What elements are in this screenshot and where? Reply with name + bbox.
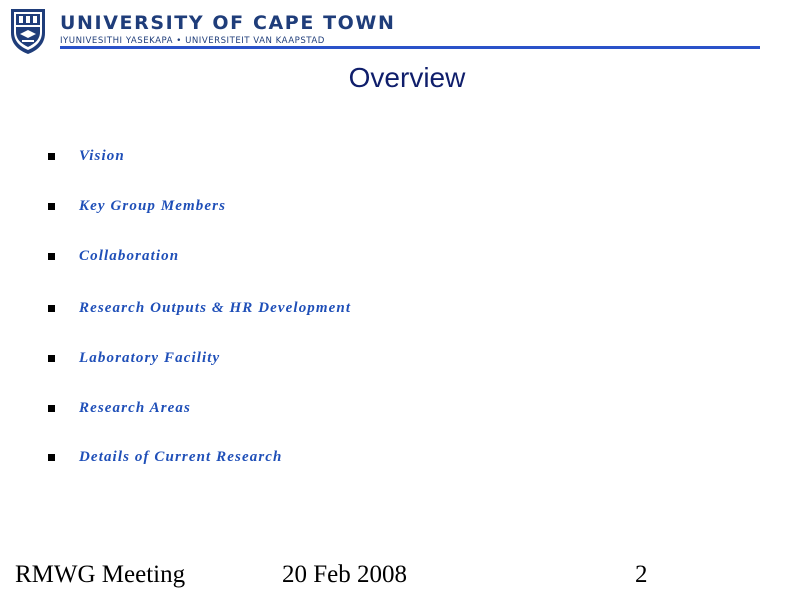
list-item [48, 246, 179, 266]
slide-title: Overview [348, 62, 466, 93]
footer-meeting: RMWG Meeting [15, 561, 186, 588]
bullet-square-icon [48, 355, 55, 362]
bullet-square-icon [48, 305, 55, 312]
list-item [48, 348, 220, 368]
list-item [48, 196, 226, 216]
bullet-text: Vision [79, 147, 125, 164]
bullet-square-icon [48, 405, 55, 412]
bullet-square-icon [48, 153, 55, 160]
list-item [48, 447, 282, 467]
university-subtitle: IYUNIVESITHI YASEKAPA • UNIVERSITEIT VAN KAAPSTAD [60, 36, 325, 46]
bullet-text: Research Outputs & HR Development [79, 299, 352, 316]
bullet-square-icon [48, 203, 55, 210]
footer-date: 20 Feb 2008 [282, 561, 407, 588]
bullet-square-icon [48, 454, 55, 461]
university-name: UNIVERSITY OF CAPE TOWN [60, 12, 396, 34]
bullet-square-icon [48, 253, 55, 260]
list-item [48, 298, 351, 318]
bullet-text: Collaboration [79, 247, 180, 264]
list-item [48, 398, 191, 418]
bullet-text: Key Group Members [79, 197, 227, 214]
bullet-text: Research Areas [79, 399, 191, 416]
bullet-text: Laboratory Facility [79, 349, 221, 366]
list-item [48, 146, 125, 166]
bullet-text: Details of Current Research [79, 448, 283, 465]
footer-page-number: 2 [635, 561, 648, 588]
